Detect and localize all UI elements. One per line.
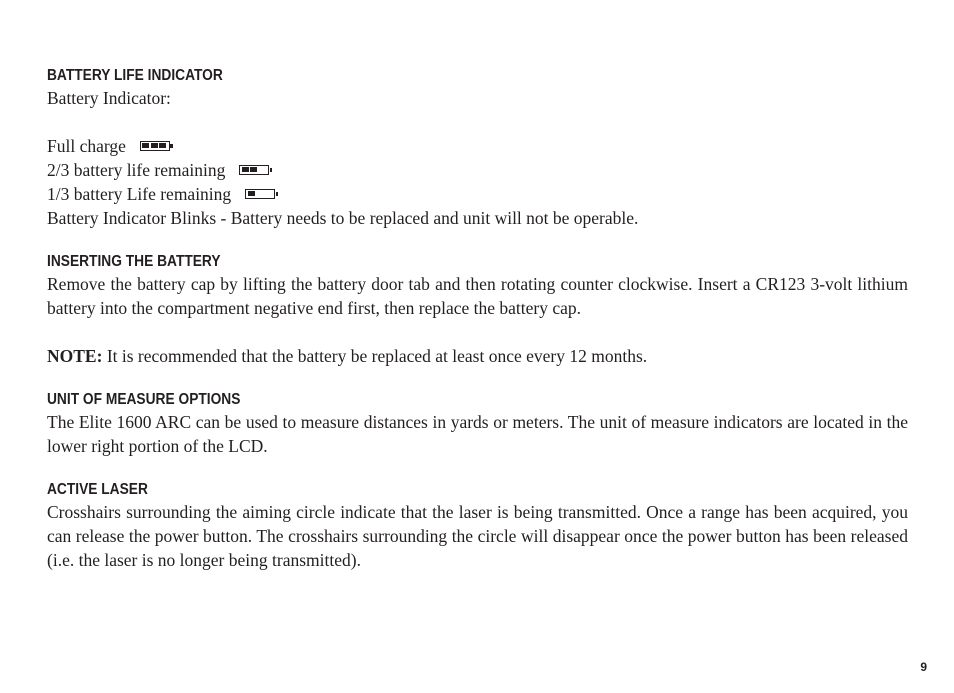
note-text: It is recommended that the battery be replaced at least once every 12 months.	[102, 346, 648, 366]
one-third-row	[47, 182, 908, 206]
unit-of-measure-text: The Elite 1600 ARC can be used to measure distances in yards or meters. The unit of measure indicators are located in the lower right portion of the LCD.	[47, 412, 908, 456]
battery-one-third-icon	[245, 189, 275, 199]
page-number: 9	[920, 660, 927, 674]
battery-blinks-text: Battery Indicator Blinks - Battery needs to be replaced and unit will not be operable.	[47, 208, 639, 228]
battery-indicator-intro	[47, 86, 908, 110]
battery-two-thirds-icon	[239, 165, 269, 175]
full-charge-label: Full charge	[47, 136, 126, 156]
battery-life-heading: BATTERY LIFE INDICATOR	[47, 67, 223, 84]
inserting-battery-heading: INSERTING THE BATTERY	[47, 253, 221, 270]
manual-page	[47, 66, 908, 572]
battery-full-icon	[140, 141, 170, 151]
spacer	[47, 110, 908, 134]
battery-note	[47, 344, 908, 368]
full-charge-row	[47, 134, 908, 158]
spacer	[47, 320, 908, 344]
unit-of-measure-heading: UNIT OF MEASURE OPTIONS	[47, 391, 241, 408]
two-thirds-row	[47, 158, 908, 182]
battery-indicator-label: Battery Indicator:	[47, 88, 171, 108]
spacer	[47, 230, 908, 252]
note-label: NOTE:	[47, 346, 103, 366]
spacer	[47, 458, 908, 480]
one-third-label: 1/3 battery Life remaining	[47, 184, 232, 204]
inserting-battery-text: Remove the battery cap by lifting the battery door tab and then rotating counter clockwise. Insert a CR123 3-volt lithium battery into the compartment negative end first, then replace the battery cap.	[47, 274, 908, 318]
active-laser-heading: ACTIVE LASER	[47, 481, 148, 498]
two-thirds-label: 2/3 battery life remaining	[47, 160, 226, 180]
spacer	[47, 368, 908, 390]
active-laser-text: Crosshairs surrounding the aiming circle indicate that the laser is being transmitted. Once a range has been acquired, you can release the power button. The crosshairs surrounding the circle will disappear once the power button has been released (i.e. the laser is no longer being transmitted).	[47, 502, 908, 570]
